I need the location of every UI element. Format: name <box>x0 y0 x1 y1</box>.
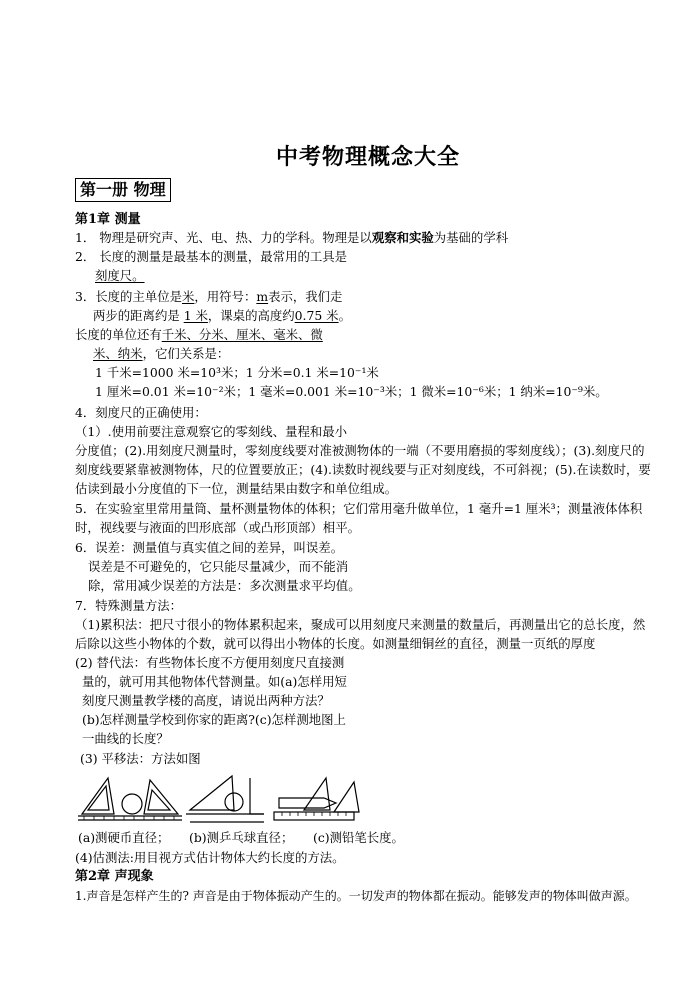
ch1-line-1 <box>75 230 508 246</box>
ch1-line-22: 一曲线的长度？ <box>82 731 169 746</box>
document-title: 中考物理概念大全 <box>276 144 461 170</box>
book-heading: 第一册 物理 <box>75 178 171 202</box>
text: 为基础的学科 <box>433 230 509 245</box>
ch1-line-17: 后除以这些小物体的个数，就可以得出小物体的长度。如测量细铜丝的直径，测量一页纸的厚度 <box>75 636 596 651</box>
ch1-line-14: 除，常用减少误差的方法是：多次测量求平均值。 <box>88 578 361 593</box>
ch2-line-1: 1.声音是怎样产生的? 声音是由于物体振动产生的。一切发声的物体都在振动。能够发声的物体叫做声源。 <box>75 889 637 903</box>
ch1-line-2b: 刻度尺。 <box>95 268 145 283</box>
ch1-line-21: (b)怎样测量学校到你家的距离?(c)怎样测地图上 <box>82 712 346 727</box>
text: 两步的距离约是 <box>93 308 184 323</box>
ch1-line-4 <box>75 327 323 343</box>
text: ，它们关系是： <box>142 346 230 361</box>
text: ，用符号： <box>194 289 257 304</box>
ch1-line-6: （1）.使用前要注意观察它的零刻线、量程和最小 <box>75 424 348 439</box>
text-underlined: 千米、分米、厘米、毫米、微 <box>161 327 323 342</box>
figure-caption-a: (a)测硬币直径； <box>78 830 170 845</box>
ch1-line-18: (2) 替代法：有些物体长度不方便用刻度尺直接测 <box>75 655 345 670</box>
text: 长度的单位还有 <box>75 327 162 342</box>
ch1-line-11: 时，视线要与液面的凹形底部（或凸形顶部）相平。 <box>75 520 360 535</box>
ch1-line-16: （1)累积法：把尺寸很小的物体累积起来，聚成可以用刻度尺来测量的数量后，再测量出它的总长度，然 <box>75 617 646 632</box>
ch1-line-3 <box>75 289 342 305</box>
ch1-line-8: 刻度线要紧靠被测物体，尺的位置要放正；(4).读数时视线要与正对刻度线，不可斜视；(5).在读数时，要 <box>75 462 651 477</box>
text: 。 <box>338 308 351 323</box>
text-underlined: 米、纳米 <box>93 346 143 361</box>
ch1-line-12: 6．误差：测量值与真实值之间的差异，叫误差。 <box>75 540 344 555</box>
text-bold: 观察和实验 <box>371 230 434 245</box>
ch1-line-13: 误差是不可避免的，它只能尽量减少，而不能消 <box>88 559 349 574</box>
chapter-2-heading: 第2章 声现象 <box>75 869 154 884</box>
chapter-1-heading: 第1章 测量 <box>75 212 141 227</box>
ch1-line-15: 7．特殊测量方法： <box>75 598 183 613</box>
text-underlined: 0.75 米 <box>294 308 339 323</box>
ch1-line-4b <box>93 346 229 362</box>
ch1-line-9: 估读到最小分度值的下一位，测量结果由数字和单位组成。 <box>75 481 398 496</box>
text-underlined: 1 米 <box>183 308 208 323</box>
figure-caption-b: (b)测乒乓球直径； <box>189 830 294 845</box>
text: 表示，我们走 <box>268 289 343 304</box>
ch1-line-2: 2． 长度的测量是最基本的测量，最常用的工具是 <box>75 249 348 264</box>
ch1-line-20: 刻度尺测量教学楼的高度，请说出两种方法？ <box>82 693 330 708</box>
text-underlined: 米 <box>182 289 195 304</box>
text: 1． 物理是研究声、光、电、热、力的学科。物理是以 <box>75 230 372 245</box>
ch1-line-23: (3) 平移法：方法如图 <box>80 751 201 766</box>
text-underlined: m <box>256 289 269 304</box>
text: ，课桌的高度约 <box>207 308 295 323</box>
ch1-line-24: (4)估测法:用目视方式估计物体大约长度的方法。 <box>75 850 345 865</box>
ch1-line-19: 量的，就可用其他物体代替测量。如(a)怎样用短 <box>82 674 347 689</box>
ch1-line-4c: 1 千米=1000 米=10³米；1 分米=0.1 米=10⁻¹米 <box>95 365 379 380</box>
ch1-line-7: 分度值；(2).用刻度尺测量时，零刻度线要对准被测物体的一端（不要用磨损的零刻度线）；(3).刻度尺的 <box>75 443 645 458</box>
text: 3．长度的主单位是 <box>75 289 183 304</box>
ch1-line-3b <box>93 308 351 324</box>
ch1-line-10: 5．在实验室里常用量筒、量杯测量物体的体积；它们常用毫升做单位，1 毫升=1 厘米³；测量液体体积 <box>75 501 643 516</box>
ch1-line-4d: 1 厘米=0.01 米=10⁻²米；1 毫米=0.001 米=10⁻³米；1 微米=10⁻⁶米；1 纳米=10⁻⁹米。 <box>95 384 608 399</box>
ch1-line-5: 4．刻度尺的正确使用： <box>75 405 207 420</box>
figure-caption-c: (c)测铅笔长度。 <box>313 830 404 845</box>
translation-method-figure <box>74 772 384 832</box>
